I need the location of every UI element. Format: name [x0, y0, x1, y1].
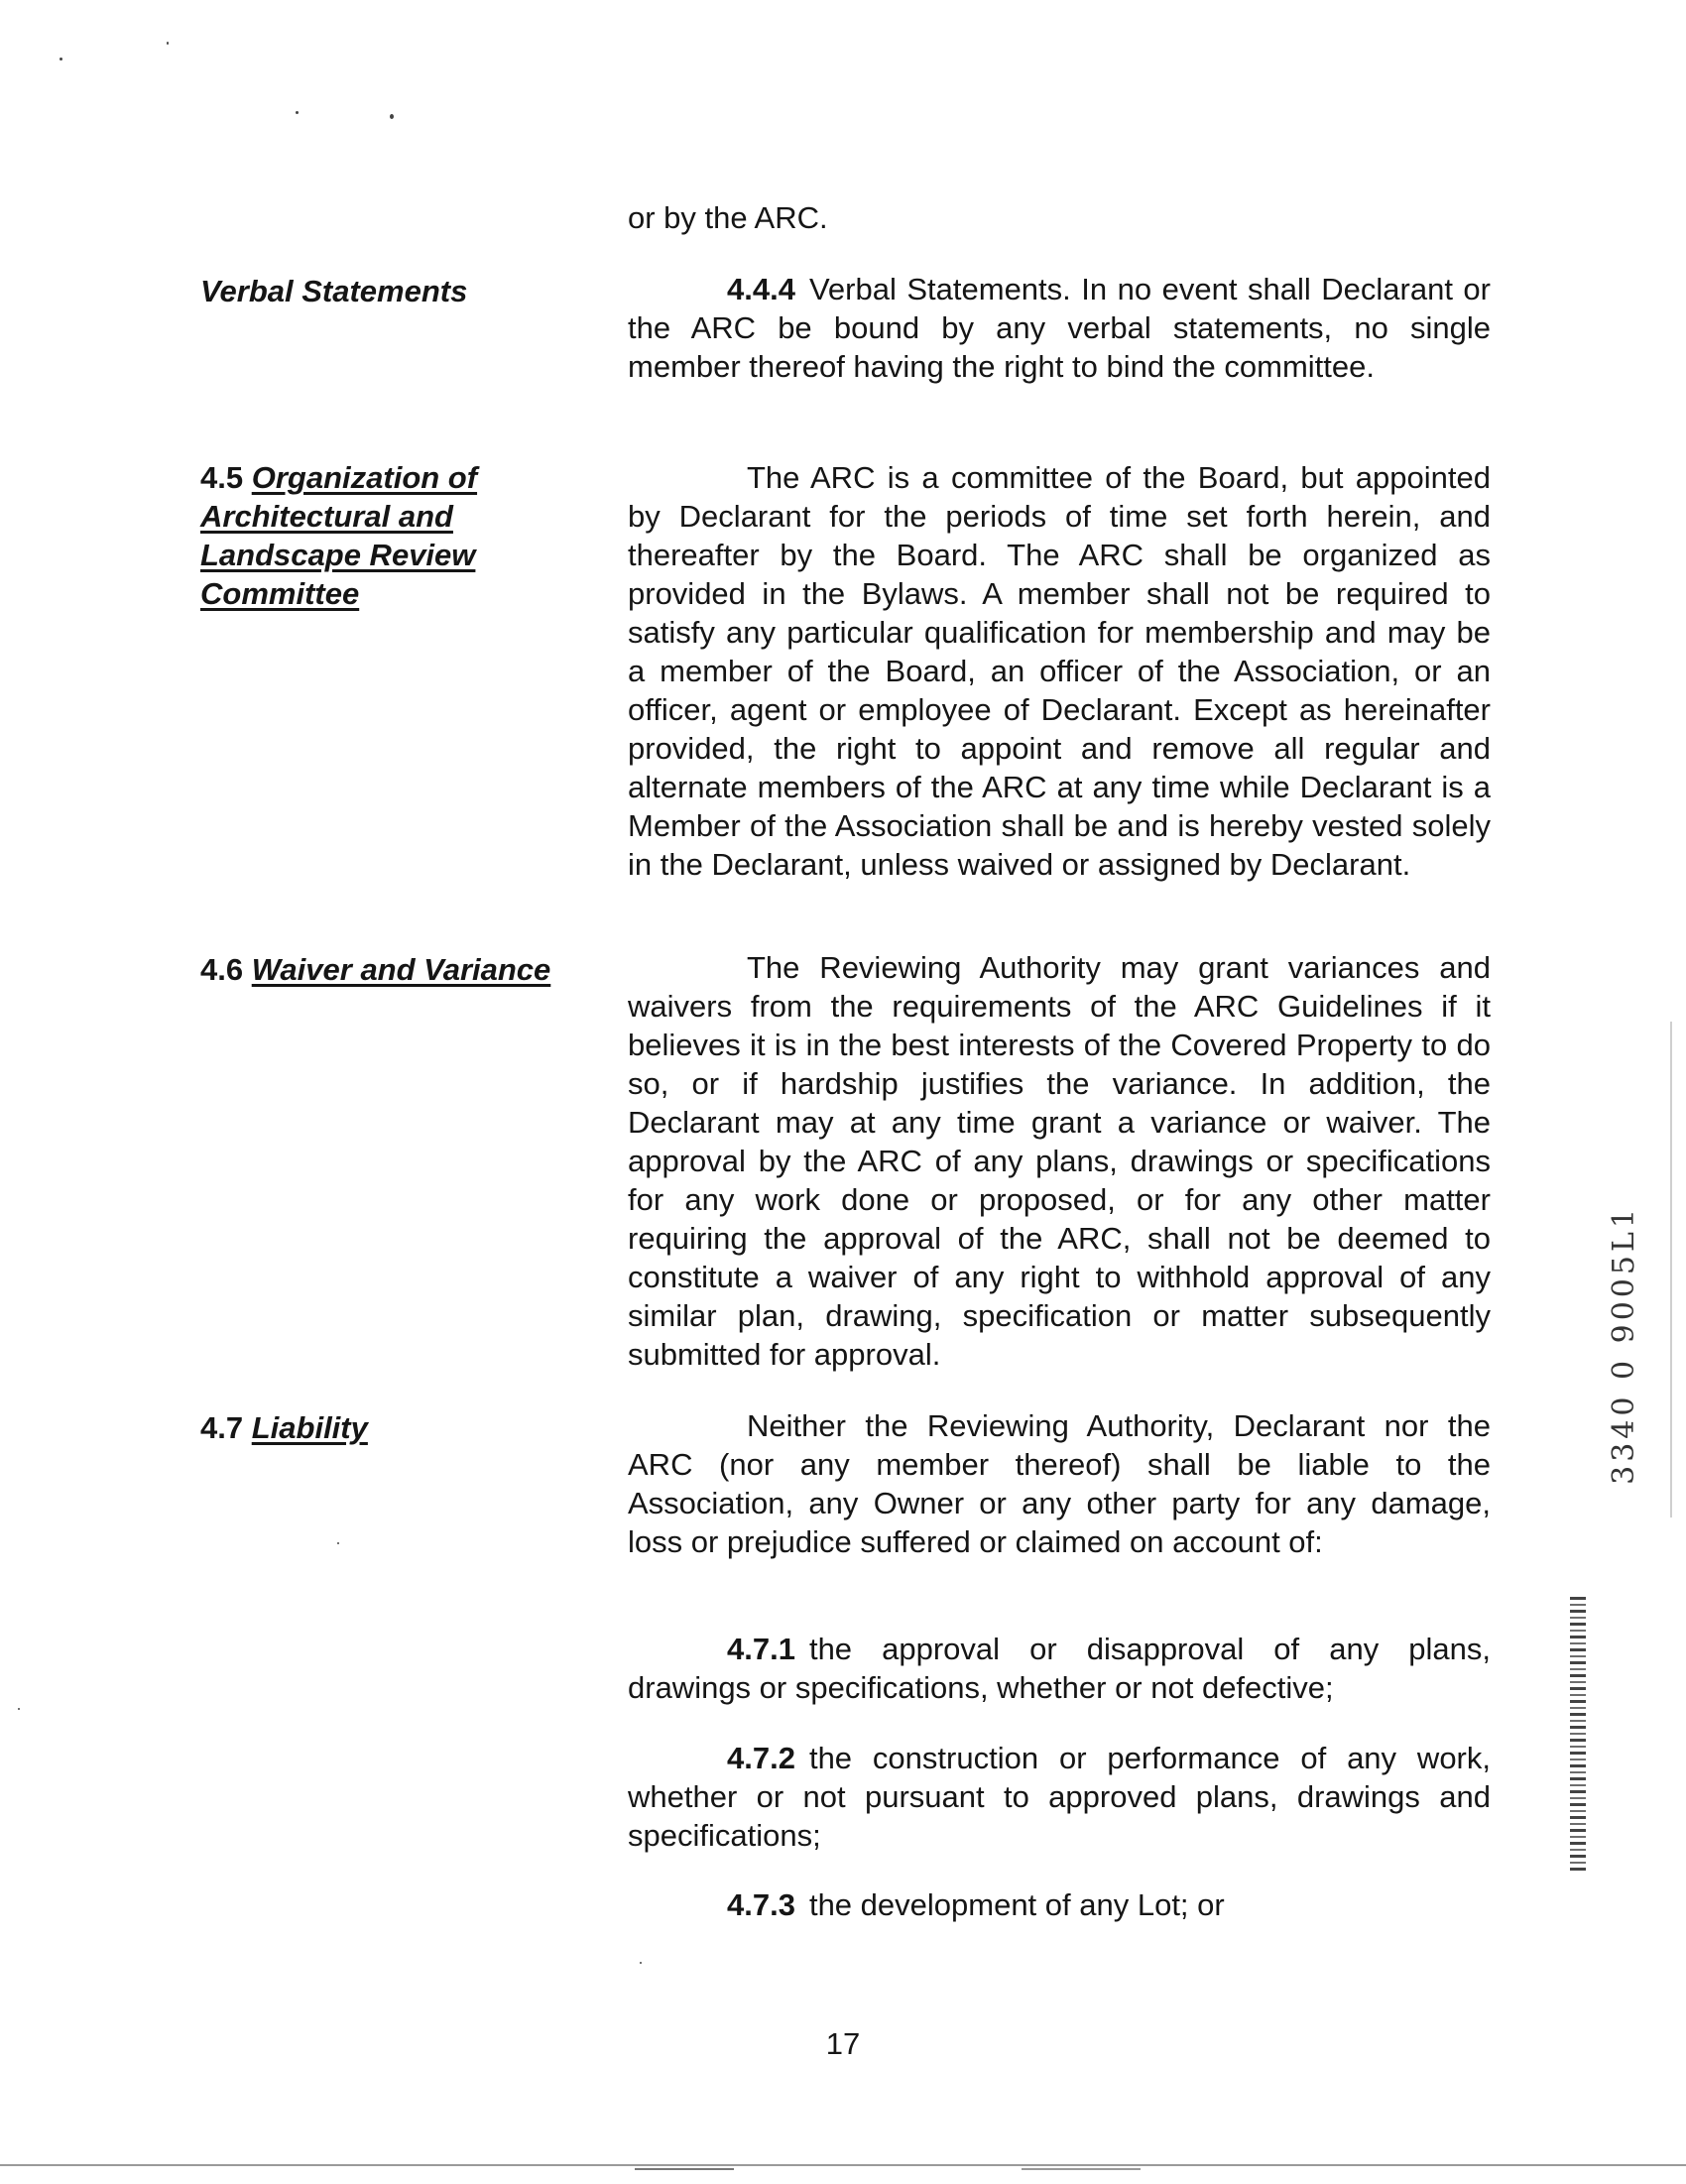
scan-speck — [390, 114, 394, 119]
heading-title: Organization of Architectural and Landscape Review Committee — [200, 460, 478, 611]
scan-bottom-rule — [635, 2168, 734, 2170]
paragraph-text: Neither the Reviewing Authority, Declarant nor the ARC (nor any member thereof) shall be liable to the Association, any Owner or any other party for any damage, loss or prejudice suffered or claimed on account of: — [628, 1408, 1491, 1559]
heading-title: Liability — [251, 1410, 368, 1445]
scan-speck — [337, 1542, 339, 1544]
scan-bottom-rule — [0, 2164, 1686, 2166]
section-number: 4.5 — [200, 460, 244, 495]
section-number: 4.7.3 — [727, 1887, 795, 1922]
scan-speck — [296, 111, 299, 114]
margin-title-text: Verbal Statements — [200, 274, 468, 308]
scan-speck — [18, 1708, 20, 1710]
paragraph-4-5 — [628, 458, 1491, 884]
scan-speck — [167, 42, 169, 45]
heading-4-7 — [200, 1408, 597, 1447]
scan-speck — [640, 1962, 642, 1964]
paragraph-4-4-4 — [628, 270, 1491, 386]
paragraph-text: The ARC is a committee of the Board, but appointed by Declarant for the periods of time set forth herein, and thereafter by the Board. The ARC shall be organized as provided in the Bylaws. A member shall not be required to satisfy any particular qualification for membership and may be a member of the Board, an officer of the Association, or an officer, agent or employee of Declarant. Except as hereinafter provided, the right to appoint and remove all regular and alternate members of the ARC at any time while Declarant is a Member of the Association shall be and is hereby vested solely in the Declarant, unless waived or assigned by Declarant. — [628, 460, 1491, 882]
section-number: 4.6 — [200, 952, 244, 987]
binding-edge-mark — [1570, 1597, 1586, 1875]
paragraph-text: the development of any Lot; or — [808, 1887, 1225, 1922]
section-number: 4.7 — [200, 1410, 244, 1445]
heading-title: Waiver and Variance — [251, 952, 551, 987]
paragraph-4-7 — [628, 1406, 1491, 1561]
paragraph-text: Verbal Statements. In no event shall Declarant or the ARC be bound by any verbal statements, no single member thereof having the right to bind the committee. — [628, 272, 1491, 384]
scan-bottom-rule — [1022, 2168, 1141, 2170]
paragraph-4-7-3 — [628, 1885, 1491, 1924]
paragraph-4-6 — [628, 948, 1491, 1374]
heading-4-6 — [200, 950, 597, 989]
paragraph-text: the approval or disapproval of any plans, drawings or specifications, whether or not defective; — [628, 1632, 1491, 1705]
section-number: 4.4.4 — [727, 272, 795, 306]
margin-title-verbal-statements — [200, 272, 597, 310]
continuation-text: or by the ARC. — [628, 200, 828, 235]
recording-stamp: 3340 0 9005L1 — [1607, 1205, 1641, 1485]
paragraph-4-7-2 — [628, 1739, 1491, 1855]
heading-4-5 — [200, 458, 528, 613]
section-number: 4.7.1 — [727, 1632, 795, 1666]
scan-edge-line — [1670, 1022, 1672, 1517]
paragraph-text: the construction or performance of any work, whether or not pursuant to approved plans, drawings and specifications; — [628, 1741, 1491, 1853]
paragraph-text: The Reviewing Authority may grant variances and waivers from the requirements of the ARC Guidelines if it believes it is in the best interests of the Covered Property to do so, or if hardship justifies the variance. In addition, the Declarant may at any time grant a variance or waiver. The approval by the ARC of any plans, drawings or specifications for any work done or proposed, or for any other matter requiring the approval of the ARC, shall not be deemed to constitute a waiver of any right to withhold approval of any similar plan, drawing, specification or matter subsequently submitted for approval. — [628, 950, 1491, 1372]
paragraph-4-7-1 — [628, 1630, 1491, 1707]
scan-speck — [60, 58, 62, 61]
page-number: 17 — [825, 2026, 861, 2061]
section-number: 4.7.2 — [727, 1741, 795, 1775]
